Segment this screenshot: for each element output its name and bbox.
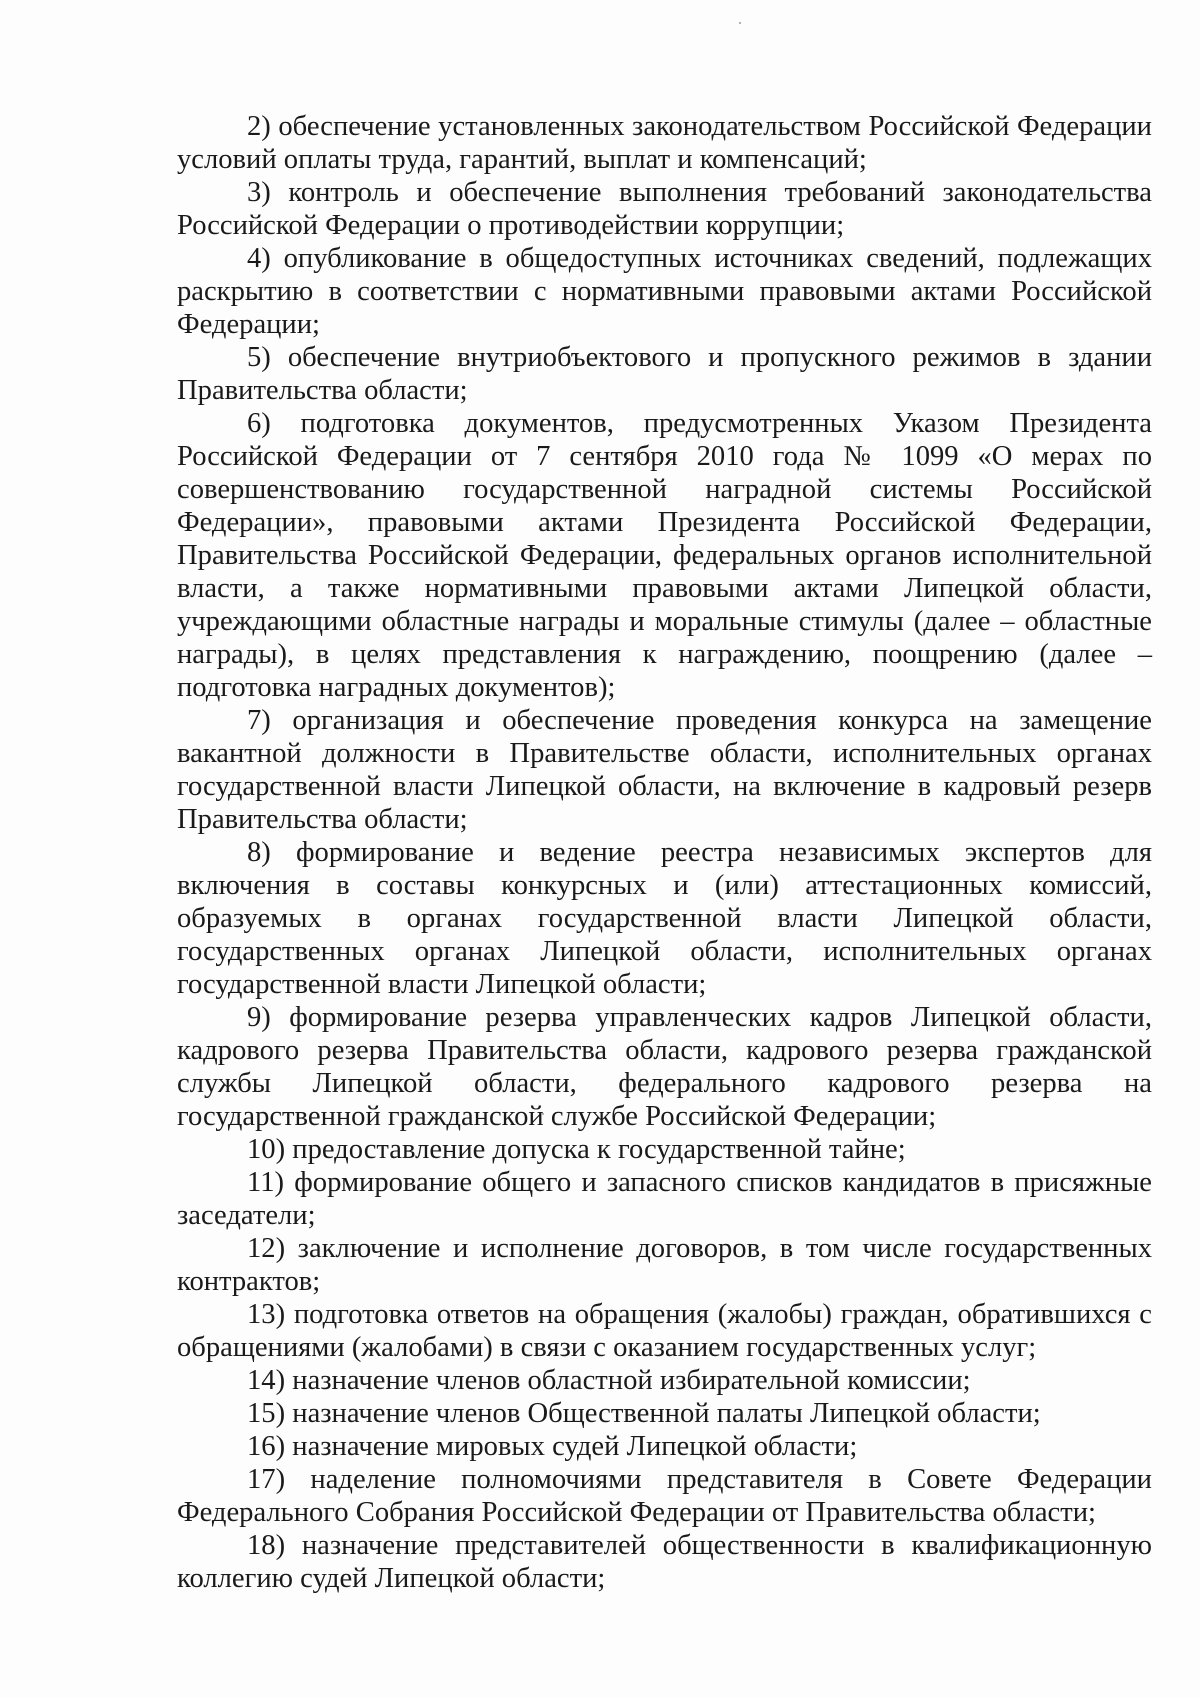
list-item-12: 12) заключение и исполнение договоров, в том числе государственных контрактов;	[177, 1233, 1152, 1297]
list-item-8: 8) формирование и ведение реестра независимых экспертов для включения в составы конкурсных и (или) аттестационных комиссий, образуемых в органах государственной власти Липецкой области, государственных органах Липецкой области, исполнительных органах государственной власти Липецкой области;	[177, 837, 1152, 1000]
list-item-7: 7) организация и обеспечение проведения конкурса на замещение вакантной должности в Правительстве области, исполнительных органах государственной власти Липецкой области, на включение в кадровый резерв Правительства области;	[177, 705, 1152, 835]
document-body	[177, 110, 1152, 1595]
list-item-11: 11) формирование общего и запасного списков кандидатов в присяжные заседатели;	[177, 1167, 1152, 1231]
scan-speck	[739, 22, 741, 24]
list-item-4: 4) опубликование в общедоступных источниках сведений, подлежащих раскрытию в соответствии с нормативными правовыми актами Российской Федерации;	[177, 243, 1152, 340]
list-item-2: 2) обеспечение установленных законодательством Российской Федерации условий оплаты труда, гарантий, выплат и компенсаций;	[177, 111, 1152, 175]
list-item-15: 15) назначение членов Общественной палаты Липецкой области;	[247, 1398, 1041, 1429]
list-item-10: 10) предоставление допуска к государственной тайне;	[247, 1134, 906, 1165]
list-item-17: 17) наделение полномочиями представителя в Совете Федерации Федерального Собрания Российской Федерации от Правительства области;	[177, 1464, 1152, 1528]
list-item-14: 14) назначение членов областной избирательной комиссии;	[247, 1365, 971, 1396]
list-item-6: 6) подготовка документов, предусмотренных Указом Президента Российской Федерации от 7 сентября 2010 года № 1099 «О мерах по совершенствованию государственной наградной системы Российской Федерации», правовыми актами Президента Российской Федерации, Правительства Российской Федерации, федеральных органов исполнительной власти, а также нормативными правовыми актами Липецкой области, учреждающими областные награды и моральные стимулы (далее – областные награды), в целях представления к награждению, поощрению (далее – подготовка наградных документов);	[177, 408, 1152, 703]
list-item-3: 3) контроль и обеспечение выполнения требований законодательства Российской Федерации о противодействии коррупции;	[177, 177, 1152, 241]
list-item-18: 18) назначение представителей общественности в квалификационную коллегию судей Липецкой области;	[177, 1530, 1152, 1594]
list-item-13: 13) подготовка ответов на обращения (жалобы) граждан, обратившихся с обращениями (жалобами) в связи с оказанием государственных услуг;	[177, 1299, 1152, 1363]
list-item-16: 16) назначение мировых судей Липецкой области;	[247, 1431, 858, 1462]
list-item-9: 9) формирование резерва управленческих кадров Липецкой области, кадрового резерва Правительства области, кадрового резерва гражданской службы Липецкой области, федерального кадрового резерва на государственной гражданской службе Российской Федерации;	[177, 1002, 1152, 1132]
list-item-5: 5) обеспечение внутриобъектового и пропускного режимов в здании Правительства области;	[177, 342, 1152, 406]
